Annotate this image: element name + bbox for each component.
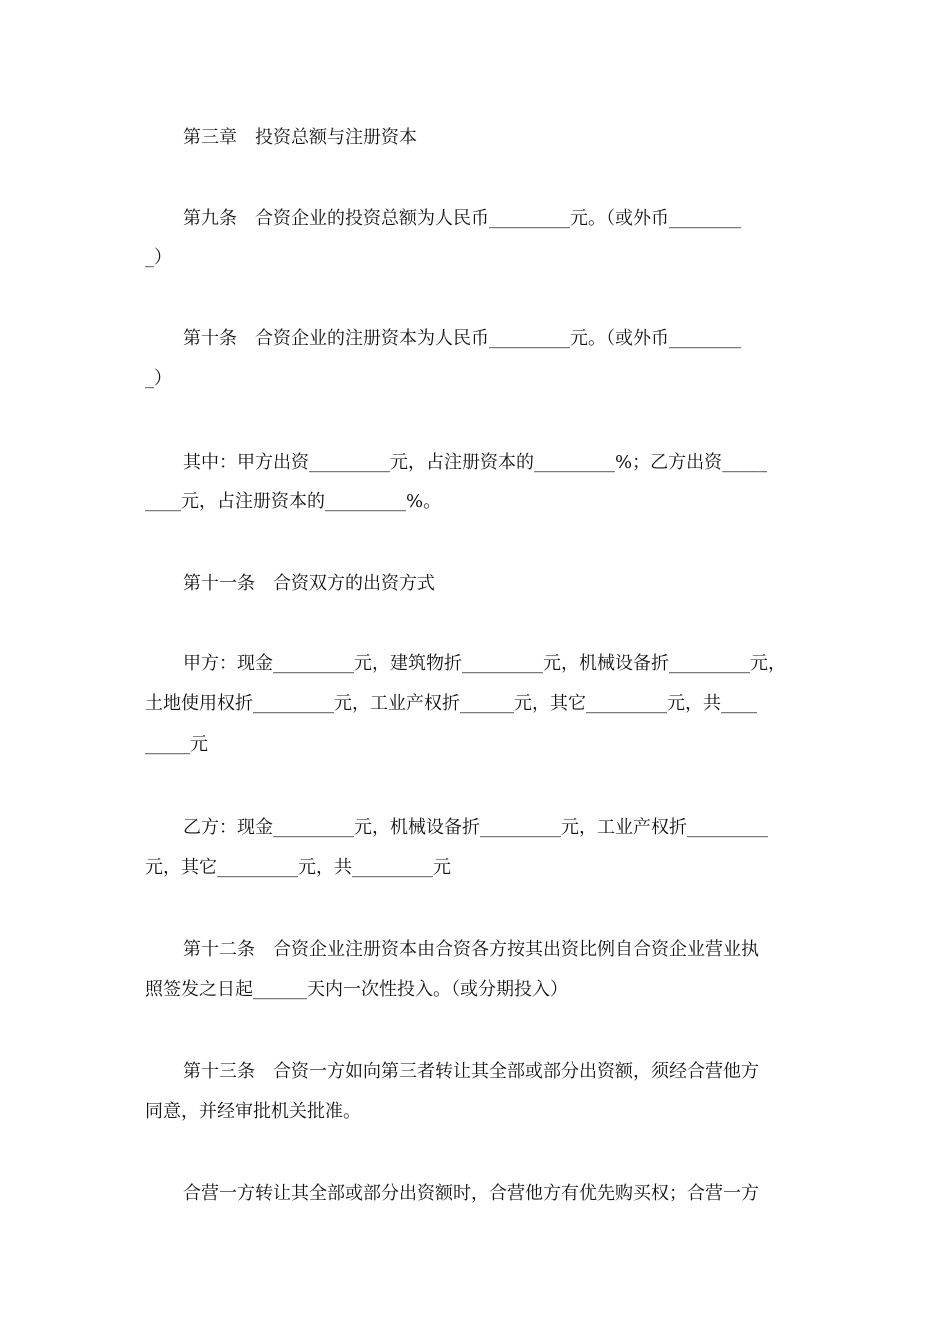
article-12-line-2: 照签发之日起______天内一次性投入。（或分期投入）	[145, 979, 568, 1000]
article-13-line-1: 第十三条 合资一方如向第三者转让其全部或部分出资额，须经合营他方	[183, 1061, 759, 1082]
article-10-line-2: _）	[145, 368, 172, 389]
article-11-heading: 第十一条 合资双方的出资方式	[183, 573, 435, 594]
party-b-line-2: 元，其它_________元，共_________元	[145, 857, 451, 878]
party-a-line-3: _____元	[145, 734, 208, 755]
transfer-clause-line-1: 合营一方转让其全部或部分出资额时，合营他方有优先购买权；合营一方	[183, 1183, 759, 1204]
capital-split-line-2: ____元，占注册资本的_________%。	[145, 491, 442, 512]
article-9-line-1: 第九条 合资企业的投资总额为人民币_________元。（或外币________	[183, 208, 741, 229]
capital-split-line-1: 其中：甲方出资_________元，占注册资本的_________%；乙方出资_____	[183, 452, 768, 473]
party-b-line-1: 乙方：现金_________元，机械设备折_________元，工业产权折_________	[183, 817, 768, 838]
party-a-line-1: 甲方：现金_________元，建筑物折_________元，机械设备折_________元，	[183, 653, 786, 674]
article-9-line-2: _）	[145, 247, 172, 268]
chapter-heading: 第三章 投资总额与注册资本	[183, 127, 417, 148]
article-12-line-1: 第十二条 合资企业注册资本由合资各方按其出资比例自合资企业营业执	[183, 939, 759, 960]
article-10-line-1: 第十条 合资企业的注册资本为人民币_________元。（或外币________	[183, 328, 741, 349]
article-13-line-2: 同意，并经审批机关批准。	[145, 1101, 361, 1122]
party-a-line-2: 土地使用权折_________元，工业产权折______元，其它_________元，共____	[145, 693, 757, 714]
